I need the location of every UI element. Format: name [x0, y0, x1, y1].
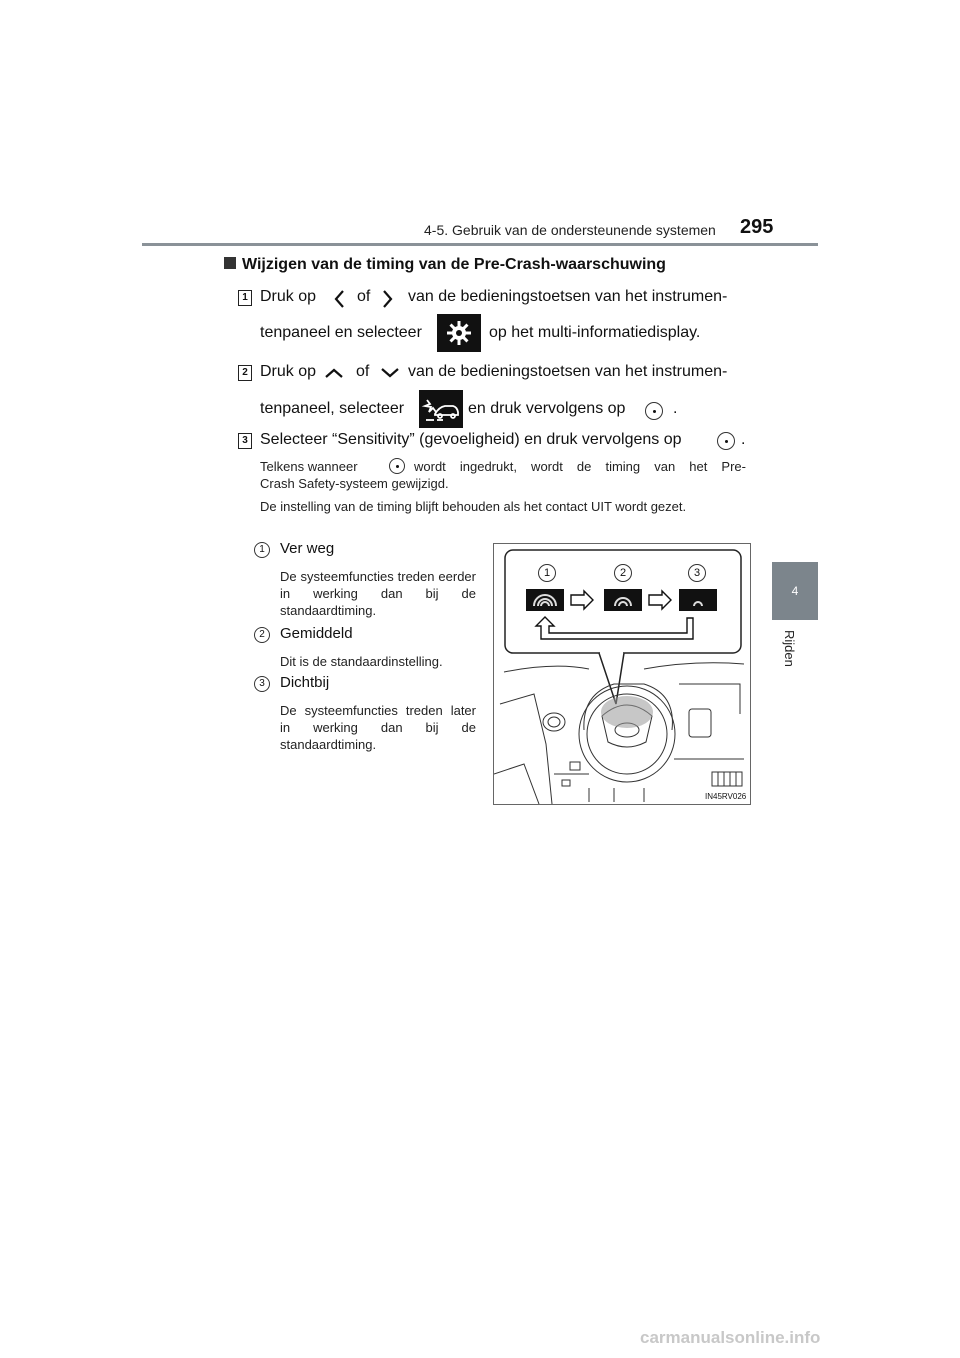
item-title-2: Gemiddeld: [280, 625, 353, 642]
item-number-1: 1: [254, 542, 270, 558]
ok-button-icon: [717, 432, 735, 450]
item-title-3: Dichtbij: [280, 674, 330, 691]
item-desc-2: Dit is de standaardinstelling.: [280, 654, 443, 669]
watermark: carmanualsonline.info: [640, 1328, 821, 1347]
step3-text-b: .: [741, 431, 746, 448]
chevron-right-icon: [380, 289, 394, 314]
chapter-tab: 4: [772, 562, 818, 620]
bullet-square-icon: [224, 257, 236, 269]
step1-text-e: op het multi-informatiedisplay.: [489, 324, 701, 341]
step2-text-f: .: [673, 400, 678, 417]
step2-text-e: en druk vervolgens op: [468, 400, 626, 417]
step2-text-d: tenpaneel, selecteer: [260, 400, 405, 417]
step-number-3: 3: [238, 433, 252, 449]
step3-text-a: Selecteer “Sensitivity” (gevoeligheid) en druk vervolgens op: [260, 431, 682, 448]
chevron-up-icon: [324, 366, 344, 385]
step1-text-c: van de bedieningstoetsen van het instrumen-: [408, 288, 728, 305]
item-number-2: 2: [254, 627, 270, 643]
figure-code: IN45RV026: [705, 792, 747, 801]
item-desc-3: De systeemfuncties treden later in werking dan bij de standaardtiming.: [280, 703, 476, 752]
figure-label-1: 1: [538, 564, 556, 582]
step-number-2: 2: [238, 365, 252, 381]
step2-text-a: Druk op: [260, 363, 317, 380]
dashboard-drawing: [494, 544, 750, 804]
figure-label-3: 3: [688, 564, 706, 582]
page-number: 295: [740, 216, 774, 238]
item-title-1: Ver weg: [280, 540, 335, 557]
settings-gear-icon: [437, 314, 481, 352]
ok-button-icon: [645, 402, 663, 420]
step2-text-c: van de bedieningstoetsen van het instrumen-: [408, 363, 728, 380]
item-desc-1: De systeemfuncties treden eerder in werking dan bij de standaardtiming.: [280, 569, 476, 618]
note1-c: Crash Safety-systeem gewijzigd.: [260, 476, 449, 491]
note1-a: Telkens wanneer: [260, 459, 358, 474]
chapter-label: Rijden: [782, 630, 797, 667]
figure-label-2: 2: [614, 564, 632, 582]
step-number-1: 1: [238, 290, 252, 306]
header-divider: [142, 243, 818, 246]
step2-text-b: of: [356, 363, 370, 380]
step1-text-b: of: [357, 288, 371, 305]
step1-text-d: tenpaneel en selecteer: [260, 324, 422, 341]
chevron-down-icon: [380, 366, 400, 385]
section-heading: [224, 256, 666, 274]
item-number-3: 3: [254, 676, 270, 692]
pre-crash-icon: [419, 390, 463, 428]
note2: De instelling van de timing blijft behouden als het contact UIT wordt gezet.: [260, 499, 687, 514]
ok-button-icon: [389, 458, 405, 474]
note1-b: wordt ingedrukt, wordt de timing van het Pre-: [414, 459, 746, 474]
chevron-left-icon: [333, 289, 347, 314]
dashboard-illustration: [493, 543, 751, 805]
section-title: 4-5. Gebruik van de ondersteunende systemen: [424, 222, 716, 238]
step1-text-a: Druk op: [260, 288, 317, 305]
heading-text: Wijzigen van de timing van de Pre-Crash-waarschuwing: [242, 256, 666, 273]
